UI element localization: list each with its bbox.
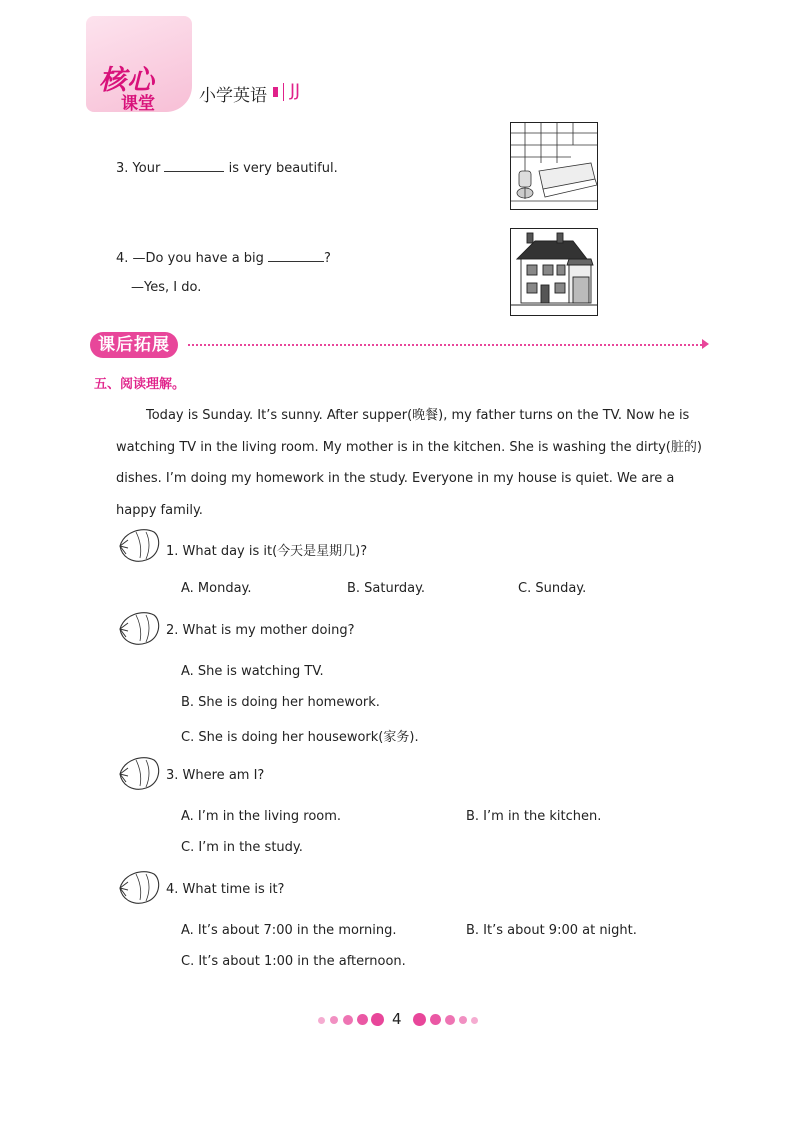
header-separator-block xyxy=(273,87,278,97)
fill-question-3 xyxy=(116,159,338,176)
question-4-option-a[interactable]: A. It’s about 7:00 in the morning. xyxy=(181,923,397,938)
bathroom-picture xyxy=(510,122,598,210)
question-1-option-a[interactable]: A. Monday. xyxy=(181,581,252,596)
page-number: 4 xyxy=(392,1010,402,1028)
question-3-option-b[interactable]: B. I’m in the kitchen. xyxy=(466,809,602,824)
question-3-option-c[interactable]: C. I’m in the study. xyxy=(181,840,303,855)
question-4-option-b[interactable]: B. It’s about 9:00 at night. xyxy=(466,923,637,938)
house-picture xyxy=(510,228,598,316)
question-3-option-a[interactable]: A. I’m in the living room. xyxy=(181,809,342,824)
question-1-text: 1. What day is it(今天是星期几)? xyxy=(166,544,368,559)
question-text-after: ? xyxy=(324,251,331,266)
dialog-answer: —Yes, I do. xyxy=(131,280,202,295)
question-text-before: —Do you have a big xyxy=(132,251,264,266)
header-separator-bar xyxy=(283,83,284,101)
question-2-text: 2. What is my mother doing? xyxy=(166,623,355,638)
question-2-option-a[interactable]: A. She is watching TV. xyxy=(181,664,324,679)
reading-passage xyxy=(116,400,706,526)
logo-text-line1: 核心 xyxy=(99,65,155,96)
section-arrow-icon xyxy=(702,339,709,349)
question-number: 3. xyxy=(116,161,129,176)
question-2-option-b[interactable]: B. She is doing her homework. xyxy=(181,695,380,710)
fill-question-4 xyxy=(116,249,331,266)
answer-blank[interactable] xyxy=(268,249,324,262)
question-4-text: 4. What time is it? xyxy=(166,882,285,897)
question-1-option-b[interactable]: B. Saturday. xyxy=(347,581,426,596)
question-number: 4. xyxy=(116,251,129,266)
shell-icon xyxy=(116,526,162,564)
passage-text: Today is Sunday. It’s sunny. After supper(晚餐), my father turns on the TV. Now he is watching TV in the living room. My mother is in the kitchen. She is washing the dirty(脏的) dishes. I’m doing my homework in the study. Everyone in my house is quiet. We are a happy family. xyxy=(116,408,702,518)
edition-label: JJ xyxy=(290,81,301,101)
question-4-option-c[interactable]: C. It’s about 1:00 in the afternoon. xyxy=(181,954,406,969)
question-text-after: is very beautiful. xyxy=(228,161,338,176)
section-title: 五、阅读理解。 xyxy=(94,377,186,392)
question-2-option-c[interactable]: C. She is doing her housework(家务). xyxy=(181,730,419,745)
section-dotted-line xyxy=(188,344,702,346)
logo-text-line2: 课堂 xyxy=(121,94,155,114)
question-text-before: Your xyxy=(132,161,161,176)
shell-icon xyxy=(116,609,162,647)
shell-icon xyxy=(116,868,162,906)
question-3-text: 3. Where am I? xyxy=(166,768,265,783)
question-1-option-c[interactable]: C. Sunday. xyxy=(518,581,587,596)
section-badge: 课后拓展 xyxy=(90,332,178,358)
subject-title: 小学英语 xyxy=(199,86,267,106)
answer-blank[interactable] xyxy=(164,159,224,172)
shell-icon xyxy=(116,754,162,792)
